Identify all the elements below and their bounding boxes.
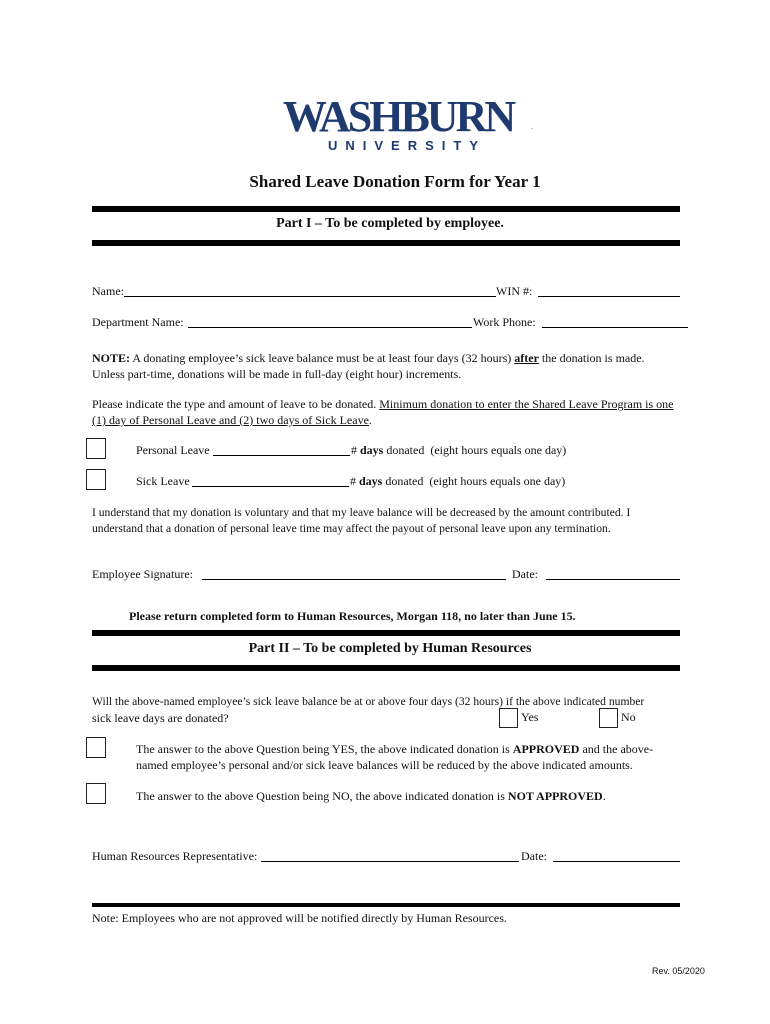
divider-bar [92,630,680,636]
note-text: A donating employee’s sick leave balance must be at least four days (32 hours) [132,351,512,365]
footer-note: Note: Employees who are not approved will be notified directly by Human Resources. [92,911,507,925]
employee-signature-field[interactable] [202,579,506,580]
part1-heading: Part I – To be completed by employee. [276,216,504,231]
revision-label: Rev. 05/2020 [652,966,705,976]
logo-mark: . [531,124,533,131]
understand-line-1: I understand that my donation is voluntary and that my leave balance will be decreased by the amount contributed. I [92,506,631,519]
personal-leave-label: Personal Leave [136,443,210,457]
work-phone-label: Work Phone: [473,315,536,329]
approved-paragraph: The answer to the above Question being YES, the above indicated donation is APPROVED and the above- named employee’s personal and/or sick leave balances will be reduced by the above indicated amounts. [136,742,654,772]
divider-bar [92,240,680,246]
not-approved-paragraph: The answer to the above Question being NO, the above indicated donation is NOT APPROVED. [136,789,606,803]
personal-leave-days-text: # days donated (eight hours equals one day) [351,443,567,457]
hr-date-label: Date: [521,849,547,863]
sick-leave-checkbox[interactable] [86,469,106,490]
divider-bar [92,206,680,212]
understand-paragraph [92,505,692,537]
note-line-2: Unless part-time, donations will be made in full-day (eight hour) increments. [92,367,462,381]
win-field[interactable] [538,296,680,297]
no-checkbox[interactable] [599,708,618,728]
sick-leave-days-text: # days donated (eight hours equals one day) [350,474,566,488]
form-title: Shared Leave Donation Form for Year 1 [249,172,541,191]
part2-heading: Part II – To be completed by Human Resources [248,641,532,656]
note-label: NOTE: [92,351,131,365]
department-label: Department Name: [92,315,184,329]
name-label: Name: [92,284,124,298]
not-approved-word: NOT APPROVED [507,789,603,803]
washburn-logo-subtitle: UNIVERSITY [327,138,486,153]
no-label: No [621,710,636,724]
work-phone-field[interactable] [542,327,688,328]
indicate-paragraph [92,396,692,428]
return-instructions: Please return completed form to Human Resources, Morgan 118, no later than June 15. [129,609,576,623]
sick-leave-label: Sick Leave [136,474,190,488]
employee-date-label: Date: [512,567,538,581]
personal-leave-checkbox[interactable] [86,438,106,459]
yes-label: Yes [521,710,539,724]
minimum-text-2: (1) day of Personal Leave and (2) two days of Sick Leave [92,413,369,427]
understand-line-2: understand that a donation of personal leave time may affect the payout of personal leave upon any termination. [92,522,611,535]
hr-date-field[interactable] [553,861,680,862]
note-paragraph [92,350,692,382]
minimum-end: . [368,413,372,427]
washburn-logo-wordmark: WASHBURN [282,92,514,141]
divider-bar [92,903,680,907]
personal-leave-days-field[interactable] [213,455,350,456]
employee-signature-label: Employee Signature: [92,567,193,581]
name-field[interactable] [124,296,496,297]
approved-word: APPROVED [512,742,580,756]
question-line-2: sick leave days are donated? [92,711,229,725]
department-field[interactable] [188,327,472,328]
win-label: WIN #: [496,284,533,298]
not-approved-checkbox[interactable] [86,783,106,804]
hr-representative-label: Human Resources Representative: [92,849,258,863]
employee-date-field[interactable] [546,579,680,580]
note-text-end: the donation is made. [541,351,645,365]
note-after: after [514,351,539,365]
question-line-1: Will the above-named employee’s sick leave balance be at or above four days (32 hours) if the above indicated number [92,695,645,708]
minimum-text-1: Minimum donation to enter the Shared Leave Program is one [379,397,674,411]
indicate-text: Please indicate the type and amount of leave to be donated. [92,397,377,411]
divider-bar [92,665,680,671]
sick-leave-days-field[interactable] [192,486,349,487]
approved-checkbox[interactable] [86,737,106,758]
yes-checkbox[interactable] [499,708,518,728]
hr-representative-field[interactable] [261,861,519,862]
